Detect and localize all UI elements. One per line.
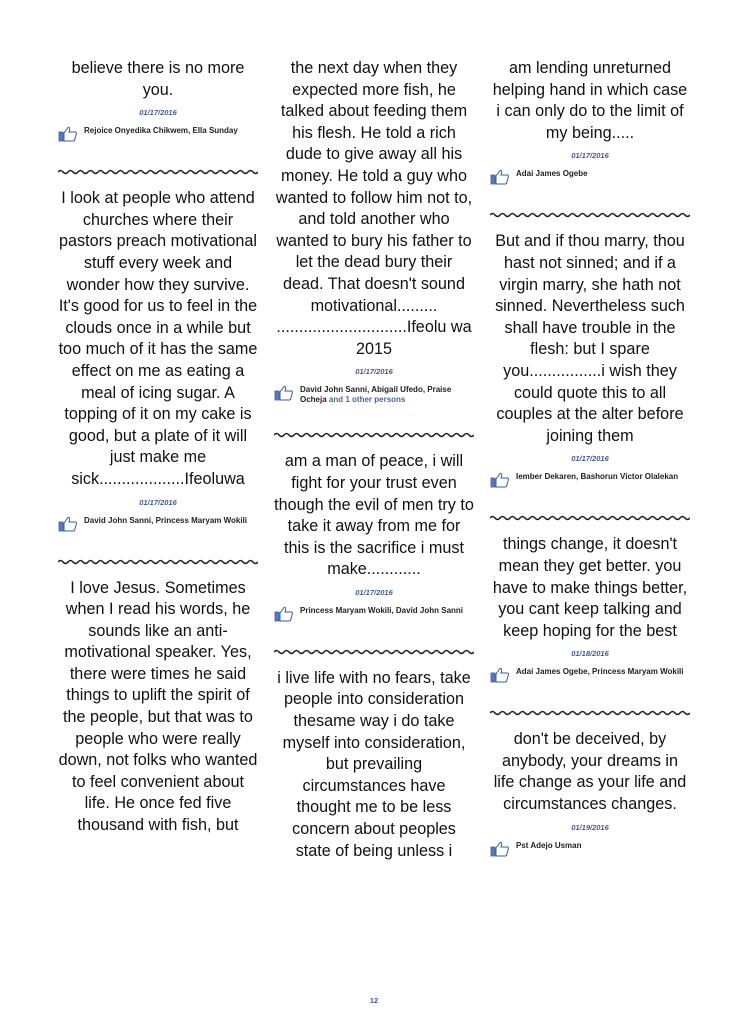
post-text: am lending unreturned helping hand in which case i can only do to the limit of my being..... [492,59,688,142]
likes-names: Rejoice Onyedika Chikwem, Ella Sunday [84,126,238,136]
column-3 [490,58,690,857]
post-text: the next day when they expected more fish, he talked about feeding them his flesh. He told a rich dude to give away all his money. He told a guy who wanted to follow him not to, and told another who wanted to bury his father to let the dead bury their dead. That doesn't sound motivational......... .............................Ifeolu wa 2015 [275,59,473,358]
thumbs-up-icon [490,472,510,488]
post-text: But and if thou marry, thou hast not sinned; and if a virgin marry, she hath not sinned. Nevertheless such shall have trouble in the flesh: but I spare you................i wish they could quote this to all couples at the alter before joining them [495,232,685,445]
post-date: 01/17/2016 [139,497,177,507]
likes-names: Adai James Ogebe [516,169,588,179]
post [490,231,690,488]
likes-names: Princess Maryam Wokili, David John Sanni [300,605,464,615]
post-date: 01/18/2016 [571,649,609,659]
post-date: 01/17/2016 [571,454,609,464]
column-2 [274,58,474,862]
post-text: believe there is no more you. [71,59,245,99]
thumbs-up-icon [58,126,78,142]
wavy-separator [490,709,690,717]
likes-row [490,667,690,683]
post-date: 01/17/2016 [571,151,609,161]
wavy-separator [58,168,258,176]
post [274,58,474,405]
post [58,58,258,142]
likes-row [490,472,690,488]
thumbs-up-icon [490,841,510,857]
post-text: i live life with no fears, take people into consideration thesame way i do take myself into consideration, but prevailing circumstances have thought me to be less concern about peoples state of being unless i [277,668,471,860]
post [490,729,690,856]
post-text: things change, it doesn't mean they get better. you have to make things better, you cant keep talking and keep hoping for the best [492,535,688,640]
wavy-separator [274,648,474,656]
likes-names: David John Sanni, Abigail Ufedo, Praise Ocheja and 1 other persons [300,385,452,405]
wavy-separator [58,558,258,566]
likes-names: Adai James Ogebe, Princess Maryam Wokili [516,667,684,677]
post-date: 01/17/2016 [139,108,177,118]
thumbs-up-icon [490,667,510,683]
likes-names: David John Sanni, Princess Maryam Wokili [84,515,248,525]
likes-row [274,385,474,405]
post-text: am a man of peace, i will fight for your trust even though the evil of men try to take it away from me for this is the sacrifice i must make............ [274,452,474,579]
post [58,578,258,837]
column-1 [58,58,258,837]
likes-row [274,606,474,622]
likes-others-link[interactable]: and 1 other persons [328,395,406,405]
post-date: 01/19/2016 [571,822,609,832]
page-number: 12 [369,996,379,1005]
wavy-separator [274,431,474,439]
thumbs-up-icon [58,516,78,532]
wavy-separator [490,514,690,522]
likes-names: Iember Dekaren, Bashorun Victor Olalekan [516,472,679,482]
likes-names: Pst Adejo Usman [516,840,582,850]
likes-row [490,169,690,185]
post [490,534,690,683]
post [490,58,690,185]
likes-row [490,841,690,857]
post [274,451,474,622]
post-text: don't be deceived, by anybody, your dreams in life change as your life and circumstances changes. [493,730,687,814]
thumbs-up-icon [490,169,510,185]
thumbs-up-icon [274,606,294,622]
post-text: I look at people who attend churches where their pastors preach motivational stuff every week and wonder how they survive. It's good for us to feel in the clouds once in a while but too much of it has the same effect on me as eating a meal of icing sugar. A topping of it on my cake is good, but a plate of it will just make me sick...................Ifeoluwa [58,189,258,488]
thumbs-up-icon [274,385,294,401]
post-text: I love Jesus. Sometimes when I read his words, he sounds like an anti-motivational speaker. Yes, there were times he said things to uplift the spirit of the people, but that was to people who were really down, not folks who wanted to feel convenient about life. He once fed five thousand with fish, but [58,578,258,835]
post-date: 01/17/2016 [355,587,393,597]
post-date: 01/17/2016 [355,367,393,377]
post [274,668,474,862]
likes-row [58,126,258,142]
likes-row [58,516,258,532]
post [58,188,258,531]
wavy-separator [490,211,690,219]
